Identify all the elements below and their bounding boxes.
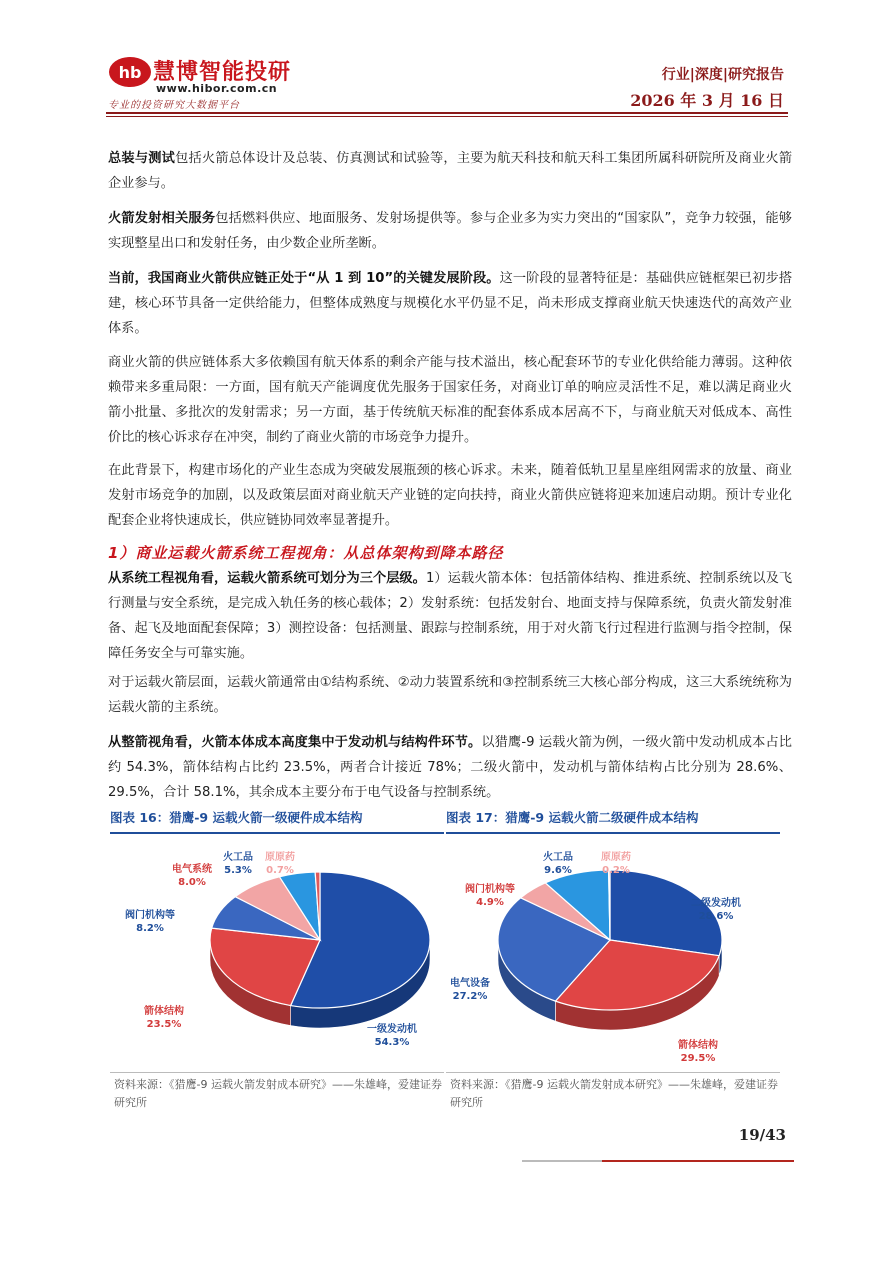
chart-source-divider	[446, 1072, 780, 1073]
header-divider-thin	[106, 116, 788, 117]
pie-value-一级发动机: 54.3%	[374, 1037, 410, 1048]
pie-chart-stage1	[110, 836, 444, 1078]
paragraph-lead: 从整箭视角看，火箭本体成本高度集中于发动机与结构件环节。	[108, 735, 482, 750]
pie-label-一级发动机: 一级发动机	[367, 1024, 417, 1035]
pie-value-火工品: 5.3%	[224, 865, 252, 876]
paragraph-launch-services	[108, 206, 792, 256]
pie-label-箭体结构: 箭体结构	[678, 1040, 718, 1051]
report-type: 行业|深度|研究报告	[661, 67, 784, 83]
chart-panel-stage2	[446, 808, 780, 1118]
pie-value-原原药: 0.7%	[266, 865, 294, 876]
section-title: 1）商业运载火箭系统工程视角：从总体架构到降本路径	[108, 544, 504, 562]
chart-source: 资料来源：《猎鹰-9 运载火箭发射成本研究》——朱雄峰，爱建证券研究所	[450, 1078, 778, 1109]
pie-value-箭体结构: 29.5%	[680, 1053, 716, 1064]
paragraph-lead: 总装与测试	[108, 151, 176, 166]
paragraph-assembly-testing	[108, 146, 792, 196]
footer-rule-red	[602, 1160, 794, 1162]
paragraph-body: 这一阶段的显著特征是：基础供应链框架已初步搭建，核心环节具备一定供给能力，但整体成熟度与规模化水平仍显不足，尚未形成支撑商业航天快速迭代的高效产业体系。	[108, 271, 793, 336]
pie-value-电气设备: 27.2%	[452, 991, 488, 1002]
paragraph-body: 1）运载火箭本体：包括箭体结构、推进系统、控制系统以及飞行测量与安全系统，是完成入轨任务的核心载体；2）发射系统：包括发射台、地面支持与保障系统，负责火箭发射准备、起飞及地面配套保障；3）测控设备：包括测量、跟踪与控制系统，用于对火箭飞行过程进行监测与指令控制，保障任务安全与可靠实施。	[108, 571, 793, 661]
pie-value-原原药: 0.2%	[602, 865, 630, 876]
paragraph-lead: 从系统工程视角看，运载火箭系统可划分为三个层级。	[108, 571, 426, 586]
pie-label-箭体结构: 箭体结构	[144, 1006, 184, 1017]
paragraph-body: 在此背景下，构建市场化的产业生态成为突破发展瓶颈的核心诉求。未来，随着低轨卫星星座组网需求的放量、商业发射市场竞争的加剧，以及政策层面对商业航天产业链的定向扶持，商业火箭供应链将迎来加速启动期。预计专业化配套企业将快速成长，供应链协同效率显著提升。	[108, 463, 792, 528]
pie-value-阀门机构等: 4.9%	[476, 897, 504, 908]
pie-value-阀门机构等: 8.2%	[136, 923, 164, 934]
paragraph-body: 商业火箭的供应链体系大多依赖国有航天体系的剩余产能与技术溢出，核心配套环节的专业化供给能力薄弱。这种依赖带来多重局限：一方面，国有航天产能调度优先服务于国家任务，对商业订单的响应灵活性不足，难以满足商业火箭小批量、多批次的发射需求；另一方面，基于传统航天标准的配套体系成本居高不下，与商业航天对低成本、高性价比的核心诉求存在冲突，制约了商业火箭的市场竞争力提升。	[108, 355, 792, 445]
paragraph-supply-chain-stage	[108, 266, 792, 341]
pie-label-原原药: 原原药	[601, 852, 631, 863]
pie-label-二级发动机: 二级发动机	[691, 898, 741, 909]
pie-label-火工品: 火工品	[543, 852, 573, 863]
chart-title-divider	[110, 832, 444, 834]
chart-title: 图表 17：猎鹰-9 运载火箭二级硬件成本结构	[446, 810, 699, 825]
hibor-logo-icon	[108, 56, 152, 88]
paragraph-market-ecosystem	[108, 458, 792, 533]
pie-label-电气设备: 电气设备	[450, 978, 490, 989]
paragraph-system-levels	[108, 566, 792, 666]
pie-label-阀门机构等: 阀门机构等	[465, 884, 515, 895]
pie-label-火工品: 火工品	[223, 852, 253, 863]
paragraph-body: 以猎鹰-9 运载火箭为例，一级火箭中发动机成本占比约 54.3%，箭体结构占比约 23.5%，两者合计接近 78%；二级火箭中，发动机与箭体结构占比分别为 28.6%、29.5%，合计 58.1%，其余成本主要分布于电气设备与控制系统。	[108, 735, 792, 800]
pie-value-电气系统: 8.0%	[178, 877, 206, 888]
brand-name: 慧博智能投研	[153, 60, 292, 85]
paragraph-body: 包括燃料供应、地面服务、发射场提供等。参与企业多为实力突出的“国家队”，竞争力较强，能够实现整星出口和发射任务，由少数企业所垄断。	[108, 211, 792, 251]
chart-source-divider	[110, 1072, 444, 1073]
paragraph-supply-dependence	[108, 350, 792, 450]
paragraph-cost-concentration	[108, 730, 792, 805]
paragraph-main-systems	[108, 670, 792, 720]
brand-url: www.hibor.com.cn	[156, 82, 278, 95]
pie-value-火工品: 9.6%	[544, 865, 572, 876]
svg-text:hb: hb	[118, 63, 142, 82]
pie-value-箭体结构: 23.5%	[146, 1019, 182, 1030]
chart-title: 图表 16：猎鹰-9 运载火箭一级硬件成本结构	[110, 810, 363, 825]
chart-source: 资料来源：《猎鹰-9 运载火箭发射成本研究》——朱雄峰，爱建证券研究所	[114, 1078, 442, 1109]
paragraph-body: 对于运载火箭层面，运载火箭通常由①结构系统、②动力装置系统和③控制系统三大核心部分构成，这三大系统统称为运载火箭的主系统。	[108, 675, 792, 715]
brand-slogan: 专业的投资研究大数据平台	[108, 100, 240, 111]
footer-rule-gray	[522, 1160, 602, 1162]
pie-label-原原药: 原原药	[265, 852, 295, 863]
pie-value-二级发动机: 28.6%	[698, 911, 734, 922]
report-date: 2026 年 3 月 16 日	[630, 91, 784, 110]
paragraph-body: 包括火箭总体设计及总装、仿真测试和试验等，主要为航天科技和航天科工集团所属科研院所及商业火箭企业参与。	[108, 151, 793, 191]
chart-title-divider	[446, 832, 780, 834]
header-divider	[106, 112, 788, 114]
pie-label-阀门机构等: 阀门机构等	[125, 910, 175, 921]
paragraph-lead: 火箭发射相关服务	[108, 211, 216, 226]
page-number: 19/43	[738, 1126, 786, 1144]
chart-panel-stage1	[110, 808, 444, 1118]
pie-label-电气系统: 电气系统	[172, 864, 212, 875]
paragraph-lead: 当前，我国商业火箭供应链正处于“从 1 到 10”的关键发展阶段。	[108, 271, 500, 286]
pie-chart-stage2	[446, 836, 780, 1078]
